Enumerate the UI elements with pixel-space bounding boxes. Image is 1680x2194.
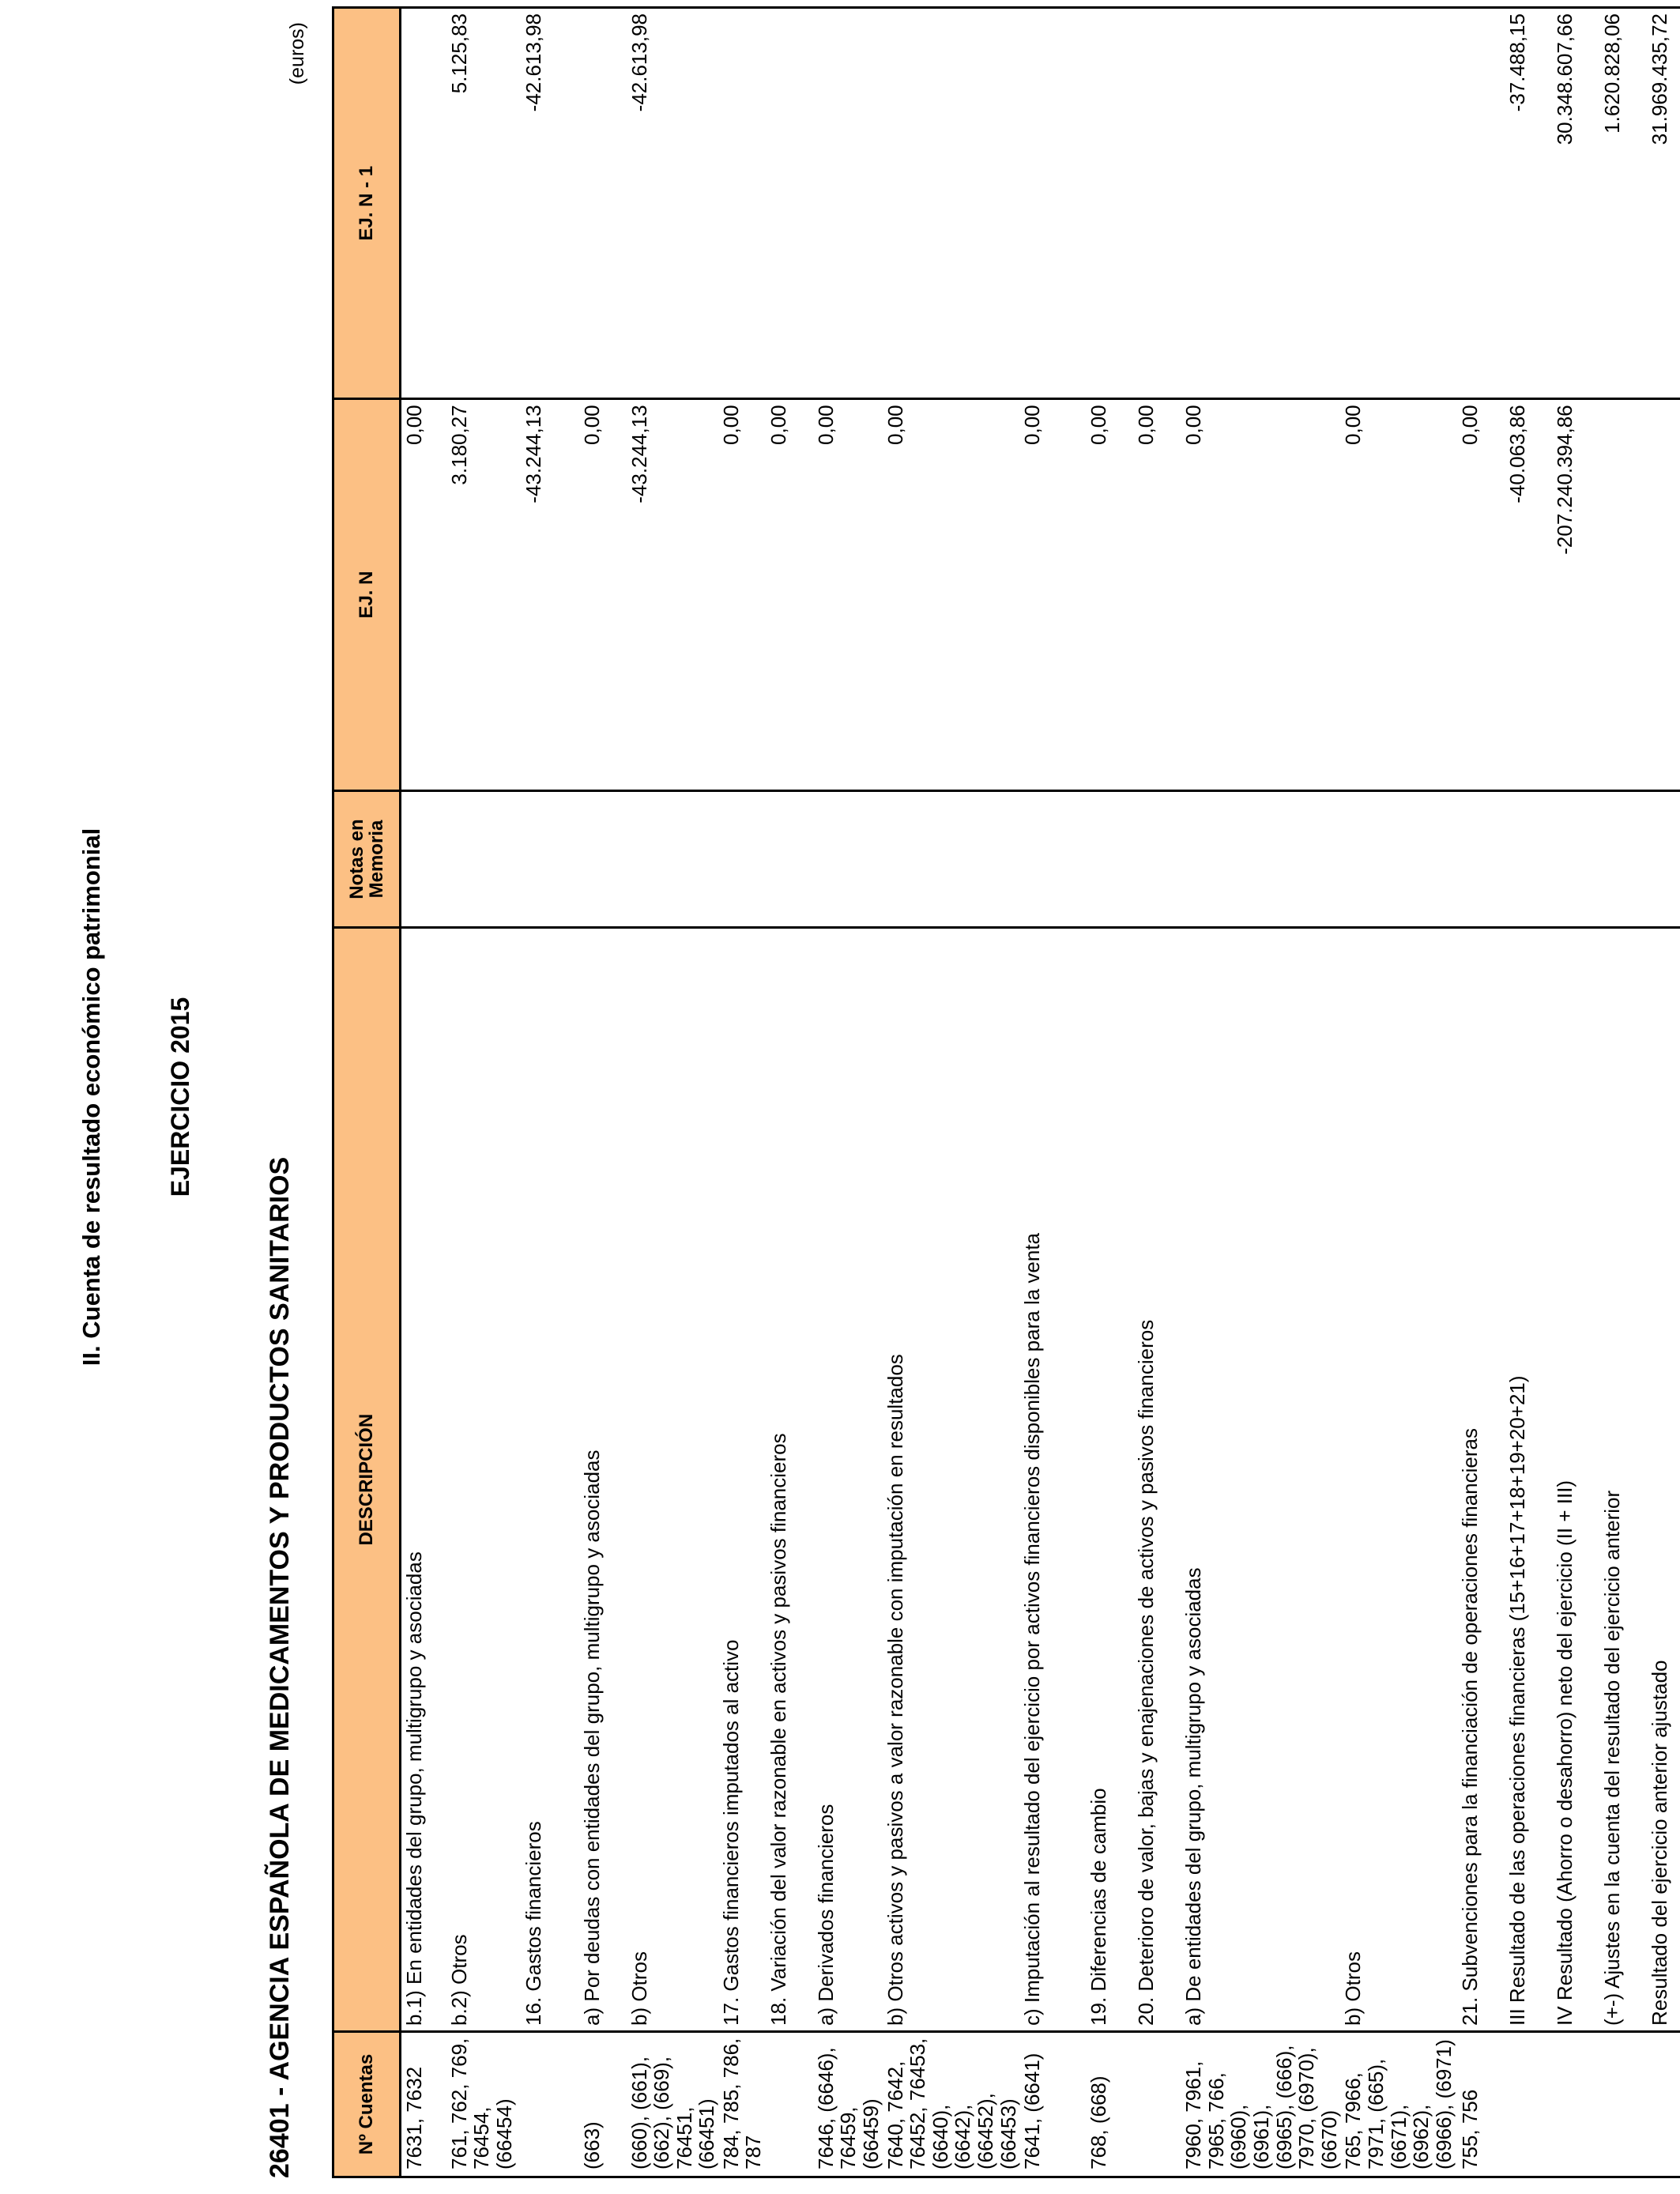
cell-notes <box>1552 790 1599 928</box>
fiscal-year-title: EJERCICIO 2015 <box>166 997 194 1197</box>
cell-current-year <box>1647 399 1680 790</box>
cell-previous-year: 1.620.828,06 <box>1599 8 1647 399</box>
cell-accounts <box>1552 2031 1599 2177</box>
cell-notes <box>1647 790 1680 928</box>
cell-notes <box>401 790 446 928</box>
cell-notes <box>627 790 718 928</box>
cell-previous-year <box>1457 8 1505 399</box>
cell-current-year <box>1599 399 1647 790</box>
cell-description: b) Otros activos y pasivos a valor razonable con imputación en resultados <box>883 928 1020 2032</box>
table-row <box>1647 8 1680 2177</box>
cell-description: b.2) Otros <box>446 928 521 2032</box>
cell-current-year: 0,00 <box>1133 399 1181 790</box>
cell-accounts: 784, 785, 786, 787 <box>718 2031 766 2177</box>
header-notes: Notas en Memoria <box>333 790 401 928</box>
table-row <box>1552 8 1599 2177</box>
cell-notes <box>1133 790 1181 928</box>
cell-current-year: 3.180,27 <box>446 399 521 790</box>
cell-description: 18. Variación del valor razonable en activos y pasivos financieros <box>766 928 813 2032</box>
cell-current-year: -43.244,13 <box>521 399 579 790</box>
cell-accounts: 7640, 7642, 76452, 76453, (6640), (6642), (66452), (66453) <box>883 2031 1020 2177</box>
table-row <box>1505 8 1552 2177</box>
cell-notes <box>1019 790 1086 928</box>
cell-current-year: 0,00 <box>883 399 1020 790</box>
table-row <box>1340 8 1457 2177</box>
cell-previous-year <box>1019 8 1086 399</box>
cell-notes <box>1181 790 1340 928</box>
cell-notes <box>1457 790 1505 928</box>
entity-title: 26401 - AGENCIA ESPAÑOLA DE MEDICAMENTOS Y PRODUCTOS SANITARIOS <box>265 1156 295 2178</box>
header-previous-year: EJ. N - 1 <box>333 8 401 399</box>
cell-previous-year <box>1086 8 1133 399</box>
cell-accounts: 765, 7966, 7971, (665), (6671), (6962), (6966), (6971) <box>1340 2031 1457 2177</box>
cell-accounts <box>766 2031 813 2177</box>
cell-previous-year <box>579 8 627 399</box>
cell-accounts: 7641, (6641) <box>1019 2031 1086 2177</box>
cell-accounts <box>1599 2031 1647 2177</box>
table-row <box>1086 8 1133 2177</box>
cell-description: a) De entidades del grupo, multigrupo y asociadas <box>1181 928 1340 2032</box>
cell-previous-year <box>883 8 1020 399</box>
cell-accounts <box>1505 2031 1552 2177</box>
cell-notes <box>579 790 627 928</box>
table-row <box>446 8 521 2177</box>
table-row <box>1019 8 1086 2177</box>
table-row <box>579 8 627 2177</box>
cell-previous-year <box>401 8 446 399</box>
cell-notes <box>1340 790 1457 928</box>
cell-accounts: (660), (661), (662), (669), 76451, (66451) <box>627 2031 718 2177</box>
cell-notes <box>718 790 766 928</box>
cell-current-year: -207.240.394,86 <box>1552 399 1599 790</box>
cell-previous-year <box>1133 8 1181 399</box>
cell-description: a) Derivados financieros <box>813 928 883 2032</box>
cell-previous-year: 5.125,83 <box>446 8 521 399</box>
cell-notes <box>766 790 813 928</box>
cell-accounts: 7646, (6646), 76459, (66459) <box>813 2031 883 2177</box>
cell-previous-year <box>813 8 883 399</box>
cell-description: b) Otros <box>627 928 718 2032</box>
header-accounts: Nº Cuentas <box>333 2031 401 2177</box>
table-row <box>1599 8 1647 2177</box>
cell-previous-year <box>766 8 813 399</box>
table-row <box>718 8 766 2177</box>
cell-accounts: (663) <box>579 2031 627 2177</box>
table-header-row <box>333 8 401 2177</box>
cell-previous-year: -42.613,98 <box>627 8 718 399</box>
cell-description: 20. Deterioro de valor, bajas y enajenaciones de activos y pasivos financieros <box>1133 928 1181 2032</box>
table-row <box>1133 8 1181 2177</box>
cell-current-year: 0,00 <box>1340 399 1457 790</box>
cell-current-year: 0,00 <box>1181 399 1340 790</box>
cell-accounts <box>1133 2031 1181 2177</box>
cell-current-year: 0,00 <box>813 399 883 790</box>
cell-accounts: 7960, 7961, 7965, 766, (6960), (6961), (6965), (666), 7970, (6970), (6670) <box>1181 2031 1340 2177</box>
income-statement-table <box>332 6 1680 2178</box>
cell-current-year: -43.244,13 <box>627 399 718 790</box>
cell-accounts <box>1647 2031 1680 2177</box>
cell-notes <box>1599 790 1647 928</box>
cell-accounts: 768, (668) <box>1086 2031 1133 2177</box>
cell-accounts <box>521 2031 579 2177</box>
table-row <box>766 8 813 2177</box>
cell-previous-year <box>1181 8 1340 399</box>
table-row <box>627 8 718 2177</box>
cell-current-year: -40.063,86 <box>1505 399 1552 790</box>
cell-previous-year: 31.969.435,72 <box>1647 8 1680 399</box>
cell-description: b.1) En entidades del grupo, multigrupo y asociadas <box>401 928 446 2032</box>
header-current-year: EJ. N <box>333 399 401 790</box>
cell-previous-year <box>718 8 766 399</box>
cell-current-year: 0,00 <box>1086 399 1133 790</box>
cell-notes <box>1505 790 1552 928</box>
cell-previous-year <box>1340 8 1457 399</box>
cell-notes <box>883 790 1020 928</box>
cell-current-year: 0,00 <box>579 399 627 790</box>
table-row <box>401 8 446 2177</box>
cell-current-year: 0,00 <box>718 399 766 790</box>
cell-previous-year: -42.613,98 <box>521 8 579 399</box>
cell-accounts: 761, 762, 769, 76454, (66454) <box>446 2031 521 2177</box>
cell-current-year: 0,00 <box>1457 399 1505 790</box>
cell-notes <box>521 790 579 928</box>
cell-current-year: 0,00 <box>1019 399 1086 790</box>
document-title: II. Cuenta de resultado económico patrimonial <box>77 827 105 1367</box>
table-row <box>1457 8 1505 2177</box>
cell-description: 19. Diferencias de cambio <box>1086 928 1133 2032</box>
cell-description: III Resultado de las operaciones financieras (15+16+17+18+19+20+21) <box>1505 928 1552 2032</box>
cell-description: 21. Subvenciones para la financiación de operaciones financieras <box>1457 928 1505 2032</box>
cell-notes <box>813 790 883 928</box>
cell-previous-year: 30.348.607,66 <box>1552 8 1599 399</box>
cell-description: IV Resultado (Ahorro o desahorro) neto del ejercicio (II + III) <box>1552 928 1599 2032</box>
cell-current-year: 0,00 <box>766 399 813 790</box>
table-row <box>1181 8 1340 2177</box>
cell-description: b) Otros <box>1340 928 1457 2032</box>
cell-description: 17. Gastos financieros imputados al activo <box>718 928 766 2032</box>
cell-current-year: 0,00 <box>401 399 446 790</box>
cell-description: (+-) Ajustes en la cuenta del resultado del ejercicio anterior <box>1599 928 1647 2032</box>
units-label: (euros) <box>286 22 308 85</box>
cell-accounts: 755, 756 <box>1457 2031 1505 2177</box>
cell-accounts: 7631, 7632 <box>401 2031 446 2177</box>
cell-previous-year: -37.488,15 <box>1505 8 1552 399</box>
table-row <box>883 8 1020 2177</box>
cell-description: Resultado del ejercicio anterior ajustado <box>1647 928 1680 2032</box>
header-description: DESCRIPCIÓN <box>333 928 401 2032</box>
table-row <box>813 8 883 2177</box>
cell-description: 16. Gastos financieros <box>521 928 579 2032</box>
cell-description: c) Imputación al resultado del ejercicio por activos financieros disponibles para la venta <box>1019 928 1086 2032</box>
cell-notes <box>446 790 521 928</box>
cell-notes <box>1086 790 1133 928</box>
table-row <box>521 8 579 2177</box>
cell-description: a) Por deudas con entidades del grupo, multigrupo y asociadas <box>579 928 627 2032</box>
